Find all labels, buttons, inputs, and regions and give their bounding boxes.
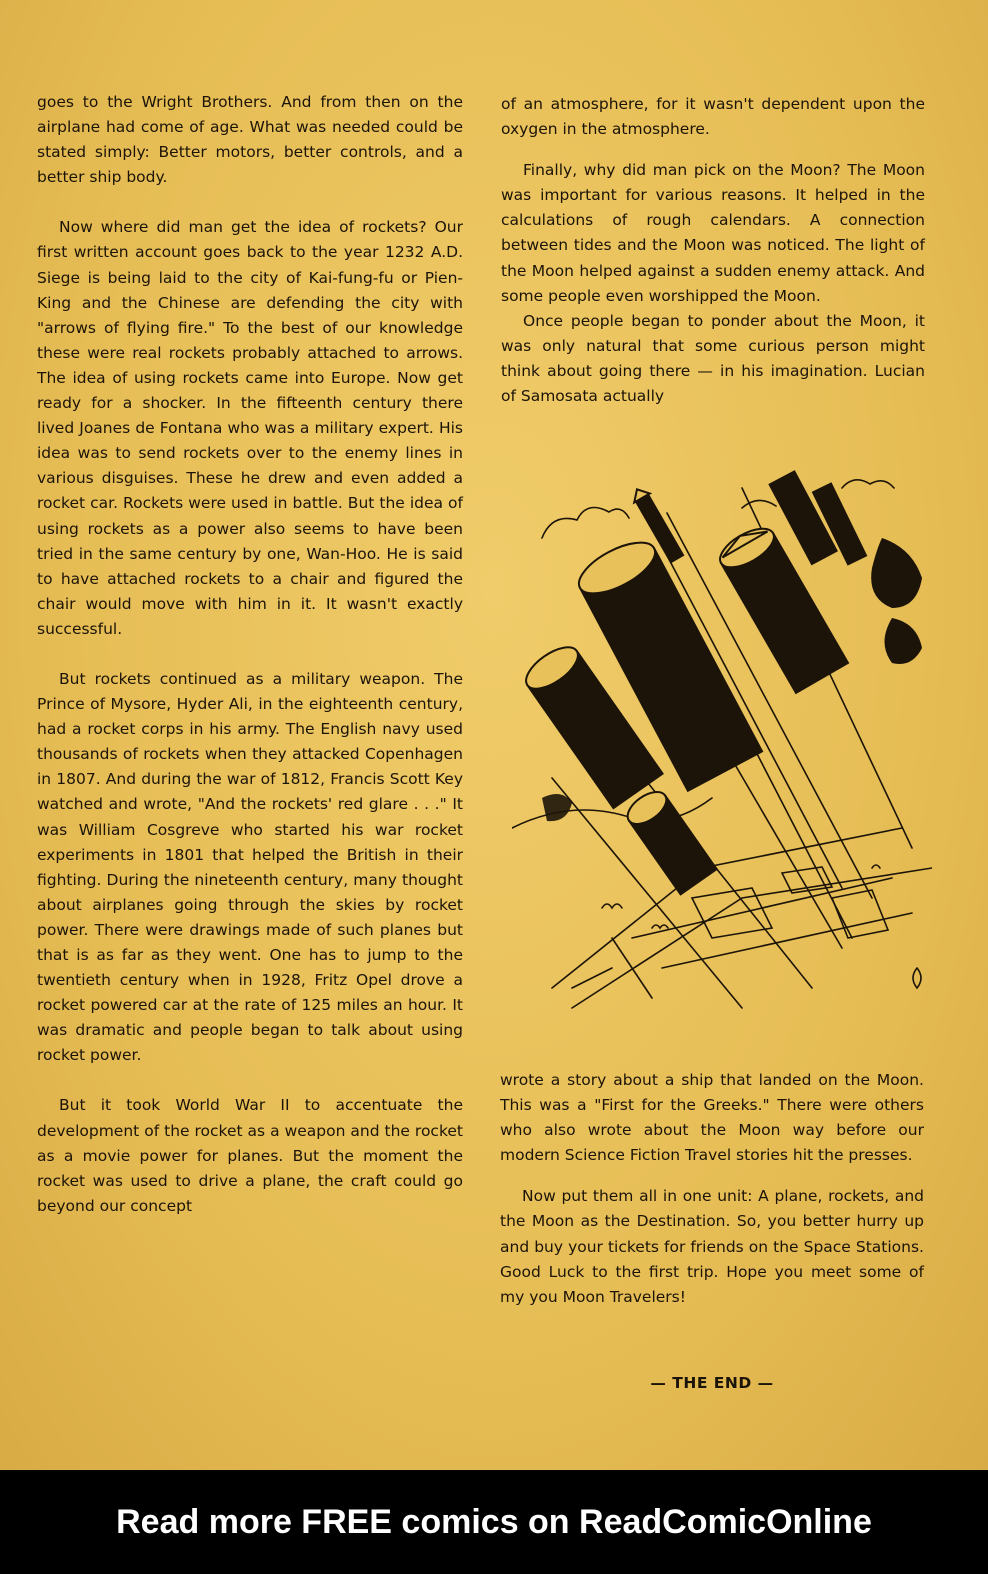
paragraph: But rockets continued as a military weapon. The Prince of Mysore, Hyder Ali, in the eighteenth century, had a rocket corps in his army. The English navy used thousands of rockets when they attacked Copenhagen in 1807. And during the war of 1812, Francis Scott Key watched and wrote, "And the rockets' red glare . . ." It was William Cosgreve who started his war rocket experiments in 1801 that helped the British in their fighting. During the nineteenth century, many thought about airplanes going through the skies by rocket power. There were drawings made of such planes but that is as far as they went. One has to jump to the twentieth century when in 1928, Fritz Opel drove a rocket powered car at the rate of 125 miles an hour. It was dramatic and people began to talk about using rocket power. <box>37 669 463 1065</box>
paragraph: wrote a story about a ship that landed on the Moon. This was a "First for the Greeks." There were others who also wrote about the Moon way before our modern Science Fiction Travel stories hit the presses. <box>500 1071 924 1165</box>
paragraph: Now put them all in one unit: A plane, rockets, and the Moon as the Destination. So, you better hurry up and buy your tickets for friends on the Space Stations. Good Luck to the first trip. Hope you meet some of my you Moon Travelers! <box>500 1187 924 1306</box>
paragraph: goes to the Wright Brothers. And from then on the airplane had come of age. What was needed could be stated simply: Better motors, better controls, and a better ship body. <box>37 93 463 187</box>
footer-banner[interactable] <box>0 1470 988 1574</box>
paragraph: of an atmosphere, for it wasn't dependent upon the oxygen in the atmosphere. <box>501 95 925 139</box>
the-end-label: — THE END — <box>650 1374 774 1392</box>
right-text-column-bottom <box>500 1068 924 1310</box>
left-text-column <box>37 90 463 1219</box>
right-text-column-top <box>501 92 925 409</box>
paragraph: Finally, why did man pick on the Moon? The Moon was important for various reasons. It helped in the calculations of rough calendars. A connection between tides and the Moon was noticed. The light of the Moon helped against a sudden enemy attack. And some people even worshipped the Moon. <box>501 161 925 305</box>
footer-text[interactable]: Read more FREE comics on ReadComicOnline <box>116 1502 872 1541</box>
paragraph: Now where did man get the idea of rockets? Our first written account goes back to the year 1232 A.D. Siege is being laid to the city of Kai-fung-fu or Pien-King and the Chinese are defending the city with "arrows of flying fire." To the best of our knowledge these were real rockets probably attached to arrows. The idea of using rockets came into Europe. Now get ready for a shocker. In the fifteenth century there lived Joanes de Fontana who was a military expert. His idea was to send rockets over to the enemy lines in various disguises. These he drew and even added a rocket car. Rockets were used in battle. But the idea of using rockets as a power also seems to have been tried in the same century by one, Wan-Hoo. He is said to have attached rockets to a chair and figured the chair would move with him in it. It wasn't exactly successful. <box>37 218 463 638</box>
paragraph: But it took World War II to accentuate the development of the rocket as a weapon and the rocket as a movie power for planes. But the moment the rocket was used to drive a plane, the craft could go beyond our concept <box>37 1096 463 1215</box>
paragraph: Once people began to ponder about the Moon, it was only natural that some curious person might think about going there — in his imagination. Lucian of Samosata actually <box>501 311 925 406</box>
rocket-arrows-illustration <box>512 468 932 1030</box>
